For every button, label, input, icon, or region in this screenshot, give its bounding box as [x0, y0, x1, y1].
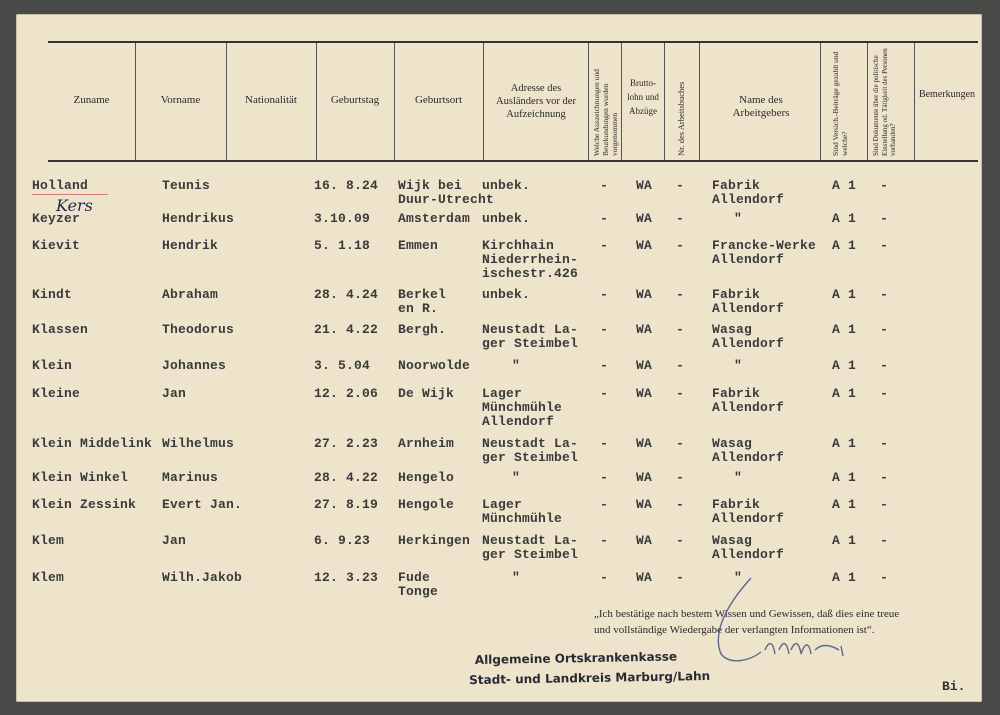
cell-auszeichnungen: -: [600, 386, 609, 401]
cell-auszeichnungen: -: [600, 287, 609, 302]
cell-auszeichnungen: -: [600, 436, 609, 451]
cell-bruttolohn: WA: [636, 238, 653, 253]
cell-arbeitgeber: Wasag Allendorf: [712, 436, 785, 465]
cell-bruttolohn: WA: [636, 287, 653, 302]
cell-geburtstag: 27. 2.23: [314, 436, 379, 451]
cell-arbeitsbuch: -: [676, 436, 685, 451]
cell-dokumente: -: [880, 238, 889, 253]
cell-geburtstag: 27. 8.19: [314, 497, 379, 512]
cell-bruttolohn: WA: [636, 497, 653, 512]
cell-adresse: Lager Münchmühle Allendorf: [482, 386, 563, 429]
cell-bruttolohn: WA: [636, 322, 653, 337]
cell-arbeitgeber: ": [734, 470, 743, 485]
cell-arbeitsbuch: -: [676, 386, 685, 401]
cell-arbeitsbuch: -: [676, 238, 685, 253]
cell-arbeitsbuch: -: [676, 322, 685, 337]
cell-arbeitgeber: ": [734, 570, 743, 585]
cell-arbeitsbuch: -: [676, 287, 685, 302]
cell-geburtstag: 5. 1.18: [314, 238, 371, 253]
cell-dokumente: -: [880, 178, 889, 193]
cell-arbeitsbuch: -: [676, 470, 685, 485]
cell-arbeitsbuch: -: [676, 570, 685, 585]
cell-zuname: Klem: [32, 570, 65, 585]
header-geburtstag: Geburtstag: [330, 94, 380, 106]
stamp-line-2: Stadt- und Landkreis Marburg/Lahn: [469, 668, 711, 688]
cell-auszeichnungen: -: [600, 238, 609, 253]
cell-arbeitgeber: Fabrik Allendorf: [712, 497, 785, 526]
cell-zuname: Kleine: [32, 386, 81, 401]
cell-bruttolohn: WA: [636, 470, 653, 485]
cell-auszeichnungen: -: [600, 322, 609, 337]
cell-dokumente: -: [880, 211, 889, 226]
cell-zuname: Klassen: [32, 322, 89, 337]
cell-arbeitgeber: Fabrik Allendorf: [712, 287, 785, 316]
cell-geburtstag: 12. 2.06: [314, 386, 379, 401]
cell-bruttolohn: WA: [636, 178, 653, 193]
cell-adresse: Kirchhain Niederrhein- ischestr.426: [482, 238, 579, 281]
cell-vorname: Hendrik: [162, 238, 219, 253]
cell-auszeichnungen: -: [600, 211, 609, 226]
col-sep: [820, 43, 821, 160]
cell-geburtsort: Berkel en R.: [398, 287, 447, 316]
cell-versich: A 1: [832, 436, 857, 451]
header-zuname: Zuname: [73, 94, 110, 106]
header-bemerkungen: Bemerkungen: [918, 89, 976, 100]
col-sep: [483, 43, 484, 160]
cell-arbeitgeber: ": [734, 211, 743, 226]
cell-adresse: Neustadt La- ger Steimbel: [482, 533, 579, 562]
cell-versich: A 1: [832, 287, 857, 302]
header-arbeitsbuch: Nr. des Arbeitsbuches: [676, 81, 686, 156]
cell-geburtstag: 21. 4.22: [314, 322, 379, 337]
stamp-line-1: Allgemeine Ortskrankenkasse: [474, 649, 678, 667]
cell-zuname: Klein Winkel: [32, 470, 129, 485]
cell-adresse: ": [512, 570, 521, 585]
col-sep: [621, 43, 622, 160]
cell-arbeitgeber: Francke-Werke Allendorf: [712, 238, 817, 267]
cell-geburtsort: Hengelo: [398, 470, 455, 485]
cell-auszeichnungen: -: [600, 570, 609, 585]
cell-arbeitsbuch: -: [676, 533, 685, 548]
table-top-rule: [48, 41, 978, 43]
cell-vorname: Hendrikus: [162, 211, 235, 226]
signature: [691, 570, 861, 670]
cell-zuname: Klein: [32, 358, 73, 373]
cell-arbeitsbuch: -: [676, 358, 685, 373]
cell-geburtsort: Bergh.: [398, 322, 447, 337]
cell-dokumente: -: [880, 470, 889, 485]
cell-geburtstag: 16. 8.24: [314, 178, 379, 193]
cell-geburtsort: Fude Tonge: [398, 570, 439, 599]
header-vorname: Vorname: [160, 94, 201, 106]
cell-adresse: ": [512, 358, 521, 373]
cell-versich: A 1: [832, 211, 857, 226]
cell-vorname: Johannes: [162, 358, 227, 373]
cell-geburtstag: 6. 9.23: [314, 533, 371, 548]
document-card: [16, 14, 982, 702]
handwritten-correction: Kers: [56, 196, 93, 215]
cell-auszeichnungen: -: [600, 470, 609, 485]
cell-versich: A 1: [832, 358, 857, 373]
cell-versich: A 1: [832, 497, 857, 512]
col-sep: [914, 43, 915, 160]
cell-geburtstag: 12. 3.23: [314, 570, 379, 585]
cell-geburtsort: Noorwolde: [398, 358, 471, 373]
cell-arbeitgeber: ": [734, 358, 743, 373]
cell-versich: A 1: [832, 533, 857, 548]
clerk-initials: Bi.: [942, 679, 966, 694]
cell-geburtsort: Wijk bei Duur-Utrecht: [398, 178, 495, 207]
header-adresse: Adresse des Ausländers vor der Aufzeichnung: [496, 83, 576, 120]
col-sep: [588, 43, 589, 160]
cell-arbeitgeber: Fabrik Allendorf: [712, 178, 785, 207]
cell-zuname: Kindt: [32, 287, 73, 302]
cell-dokumente: -: [880, 497, 889, 512]
cell-arbeitsbuch: -: [676, 497, 685, 512]
header-versich: Sind Versich.-Beiträge gezahlt und welche?: [831, 51, 849, 156]
cell-bruttolohn: WA: [636, 386, 653, 401]
cell-adresse: ": [512, 470, 521, 485]
cell-versich: A 1: [832, 178, 857, 193]
cell-versich: A 1: [832, 386, 857, 401]
cell-versich: A 1: [832, 238, 857, 253]
cell-adresse: unbek.: [482, 211, 531, 226]
cell-dokumente: -: [880, 436, 889, 451]
cell-zuname: Kievit: [32, 238, 81, 253]
cell-vorname: Wilhelmus: [162, 436, 235, 451]
red-underline: [32, 194, 108, 195]
cell-auszeichnungen: -: [600, 533, 609, 548]
cell-arbeitgeber: Fabrik Allendorf: [712, 386, 785, 415]
cell-geburtsort: Arnheim: [398, 436, 455, 451]
cell-bruttolohn: WA: [636, 211, 653, 226]
cell-dokumente: -: [880, 570, 889, 585]
cell-geburtsort: Herkingen: [398, 533, 471, 548]
header-auszeichnungen: Welche Auszeichnungen und Beurkundungen wurden vorgenommen: [592, 69, 619, 156]
certification-text: „Ich bestätige nach bestem Wissen und Gewissen, daß dies eine treue und vollständige Wiedergabe der verlangten Informationen ist“.: [594, 608, 900, 636]
cell-dokumente: -: [880, 358, 889, 373]
cell-adresse: unbek.: [482, 287, 531, 302]
cell-dokumente: -: [880, 533, 889, 548]
cell-dokumente: -: [880, 287, 889, 302]
cell-vorname: Marinus: [162, 470, 219, 485]
cell-geburtstag: 3.10.09: [314, 211, 371, 226]
cell-auszeichnungen: -: [600, 358, 609, 373]
cell-vorname: Abraham: [162, 287, 219, 302]
cell-adresse: Neustadt La- ger Steimbel: [482, 322, 579, 351]
cell-geburtstag: 3. 5.04: [314, 358, 371, 373]
col-sep: [664, 43, 665, 160]
cell-zuname: Klein Zessink: [32, 497, 137, 512]
col-sep: [867, 43, 868, 160]
header-bruttolohn: Brutto-lohn und Abzüge: [627, 78, 659, 116]
cell-vorname: Wilh.Jakob: [162, 570, 243, 585]
cell-arbeitsbuch: -: [676, 178, 685, 193]
cell-geburtstag: 28. 4.22: [314, 470, 379, 485]
cell-dokumente: -: [880, 386, 889, 401]
cell-zuname: Klem: [32, 533, 65, 548]
cell-bruttolohn: WA: [636, 533, 653, 548]
cell-bruttolohn: WA: [636, 358, 653, 373]
cell-bruttolohn: WA: [636, 570, 653, 585]
cell-zuname: Keyzer: [32, 211, 81, 226]
cell-geburtsort: De Wijk: [398, 386, 455, 401]
cell-arbeitgeber: Wasag Allendorf: [712, 322, 785, 351]
cell-vorname: Jan: [162, 386, 187, 401]
header-geburtsort: Geburtsort: [414, 94, 463, 106]
cell-vorname: Teunis: [162, 178, 211, 193]
cell-auszeichnungen: -: [600, 178, 609, 193]
cell-arbeitgeber: Wasag Allendorf: [712, 533, 785, 562]
cell-geburtsort: Amsterdam: [398, 211, 471, 226]
header-dokumente: Sind Dokumente über die politische Einstellung od. Tätigkeit des Personen vorhanden?: [872, 48, 897, 156]
cell-zuname: Klein Middelink: [32, 436, 153, 451]
cell-versich: A 1: [832, 322, 857, 337]
cell-geburtsort: Hengole: [398, 497, 455, 512]
header-nationalitaet: Nationalität: [245, 94, 297, 106]
cell-arbeitsbuch: -: [676, 211, 685, 226]
cell-bruttolohn: WA: [636, 436, 653, 451]
cell-zuname: Holland: [32, 178, 89, 193]
official-stamp: [469, 646, 711, 690]
cell-vorname: Evert Jan.: [162, 497, 243, 512]
cell-adresse: Neustadt La- ger Steimbel: [482, 436, 579, 465]
cell-dokumente: -: [880, 322, 889, 337]
header-arbeitgeber: Name des Arbeitgebers: [732, 94, 790, 119]
cell-auszeichnungen: -: [600, 497, 609, 512]
cell-vorname: Theodorus: [162, 322, 235, 337]
cell-adresse: unbek.: [482, 178, 531, 193]
cell-versich: A 1: [832, 470, 857, 485]
cell-adresse: Lager Münchmühle: [482, 497, 563, 526]
cell-geburtstag: 28. 4.24: [314, 287, 379, 302]
header-bottom-rule: [48, 160, 978, 162]
cell-vorname: Jan: [162, 533, 187, 548]
col-sep: [699, 43, 700, 160]
cell-geburtsort: Emmen: [398, 238, 439, 253]
cell-versich: A 1: [832, 570, 857, 585]
